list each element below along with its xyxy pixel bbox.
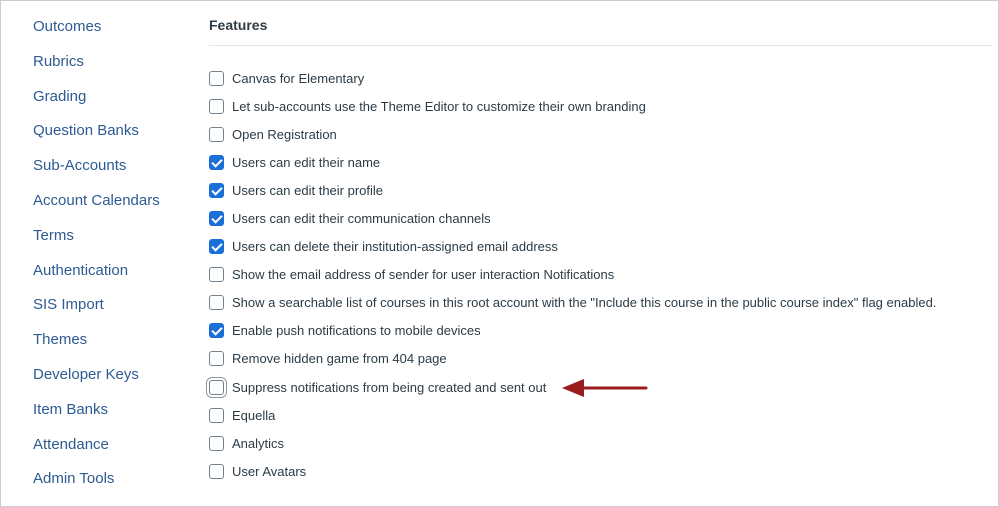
sidebar-item-attendance[interactable]: Attendance <box>33 435 109 453</box>
features-heading: Features <box>209 17 268 33</box>
feature-checkbox[interactable] <box>209 99 224 114</box>
sidebar-item-terms[interactable]: Terms <box>33 226 74 244</box>
feature-remove-hidden-game[interactable] <box>209 345 992 373</box>
feature-equella[interactable] <box>209 401 992 429</box>
feature-checkbox[interactable] <box>209 436 224 451</box>
feature-label: User Avatars <box>232 463 307 479</box>
sidebar-item-question-banks[interactable]: Question Banks <box>33 122 139 140</box>
feature-checkbox[interactable] <box>209 71 224 86</box>
feature-label: Users can delete their institution-assigned email address <box>232 239 558 255</box>
feature-checkbox[interactable] <box>209 464 224 479</box>
heading-divider <box>209 45 992 46</box>
feature-label: Users can edit their profile <box>232 182 384 198</box>
feature-label: Remove hidden game from 404 page <box>232 351 447 367</box>
sidebar-item-themes[interactable]: Themes <box>33 331 88 349</box>
feature-label: Enable push notifications to mobile devices <box>232 323 481 339</box>
feature-edit-communication-channels[interactable] <box>209 204 992 232</box>
arrow-head <box>562 379 584 397</box>
feature-label: Show a searchable list of courses in this root account with the "Include this course in the public course index" flag enabled. <box>232 295 937 311</box>
sidebar-item-grading[interactable]: Grading <box>33 87 87 105</box>
left-arrow-icon <box>560 378 650 398</box>
feature-label: Let sub-accounts use the Theme Editor to customize their own branding <box>232 98 646 114</box>
feature-checkbox[interactable] <box>209 351 224 366</box>
feature-edit-name[interactable] <box>209 148 992 176</box>
feature-theme-editor-sub-accounts[interactable] <box>209 92 992 120</box>
sidebar-nav <box>33 11 183 498</box>
feature-user-avatars[interactable] <box>209 457 992 485</box>
feature-open-registration[interactable] <box>209 120 992 148</box>
sidebar-item-admin-tools[interactable]: Admin Tools <box>33 470 115 488</box>
feature-checkbox[interactable] <box>209 295 224 310</box>
sidebar-item-account-calendars[interactable]: Account Calendars <box>33 191 160 209</box>
sidebar-item-sis-import[interactable]: SIS Import <box>33 296 104 314</box>
feature-checkbox[interactable] <box>209 239 224 254</box>
feature-label: Equella <box>232 407 276 423</box>
feature-checkbox[interactable] <box>209 211 224 226</box>
feature-edit-profile[interactable] <box>209 176 992 204</box>
sidebar-item-outcomes[interactable]: Outcomes <box>33 18 102 35</box>
feature-label: Analytics <box>232 435 285 451</box>
sidebar-item-item-banks[interactable]: Item Banks <box>33 400 109 418</box>
feature-analytics[interactable] <box>209 429 992 457</box>
feature-checkbox[interactable] <box>209 127 224 142</box>
feature-label: Users can edit their communication channels <box>232 211 491 227</box>
feature-list <box>209 64 992 485</box>
feature-sender-email-notifications[interactable] <box>209 261 992 289</box>
sidebar-item-authentication[interactable]: Authentication <box>33 261 129 279</box>
feature-checkbox[interactable] <box>209 267 224 282</box>
feature-label: Suppress notifications from being created and sent out <box>232 379 547 395</box>
sidebar-item-developer-keys[interactable]: Developer Keys <box>33 365 139 383</box>
feature-label: Show the email address of sender for user interaction Notifications <box>232 267 615 283</box>
feature-public-course-index[interactable] <box>209 289 992 317</box>
feature-push-notifications[interactable] <box>209 317 992 345</box>
feature-label: Users can edit their name <box>232 154 381 170</box>
feature-canvas-for-elementary[interactable] <box>209 64 992 92</box>
feature-checkbox[interactable] <box>209 408 224 423</box>
feature-label: Canvas for Elementary <box>232 70 365 86</box>
sidebar-item-rubrics[interactable]: Rubrics <box>33 52 84 70</box>
sidebar-item-sub-accounts[interactable]: Sub-Accounts <box>33 157 127 175</box>
feature-checkbox[interactable] <box>209 323 224 338</box>
feature-checkbox[interactable] <box>209 183 224 198</box>
feature-label: Open Registration <box>232 126 337 142</box>
feature-checkbox[interactable] <box>209 380 224 395</box>
feature-checkbox[interactable] <box>209 155 224 170</box>
feature-delete-email[interactable] <box>209 233 992 261</box>
